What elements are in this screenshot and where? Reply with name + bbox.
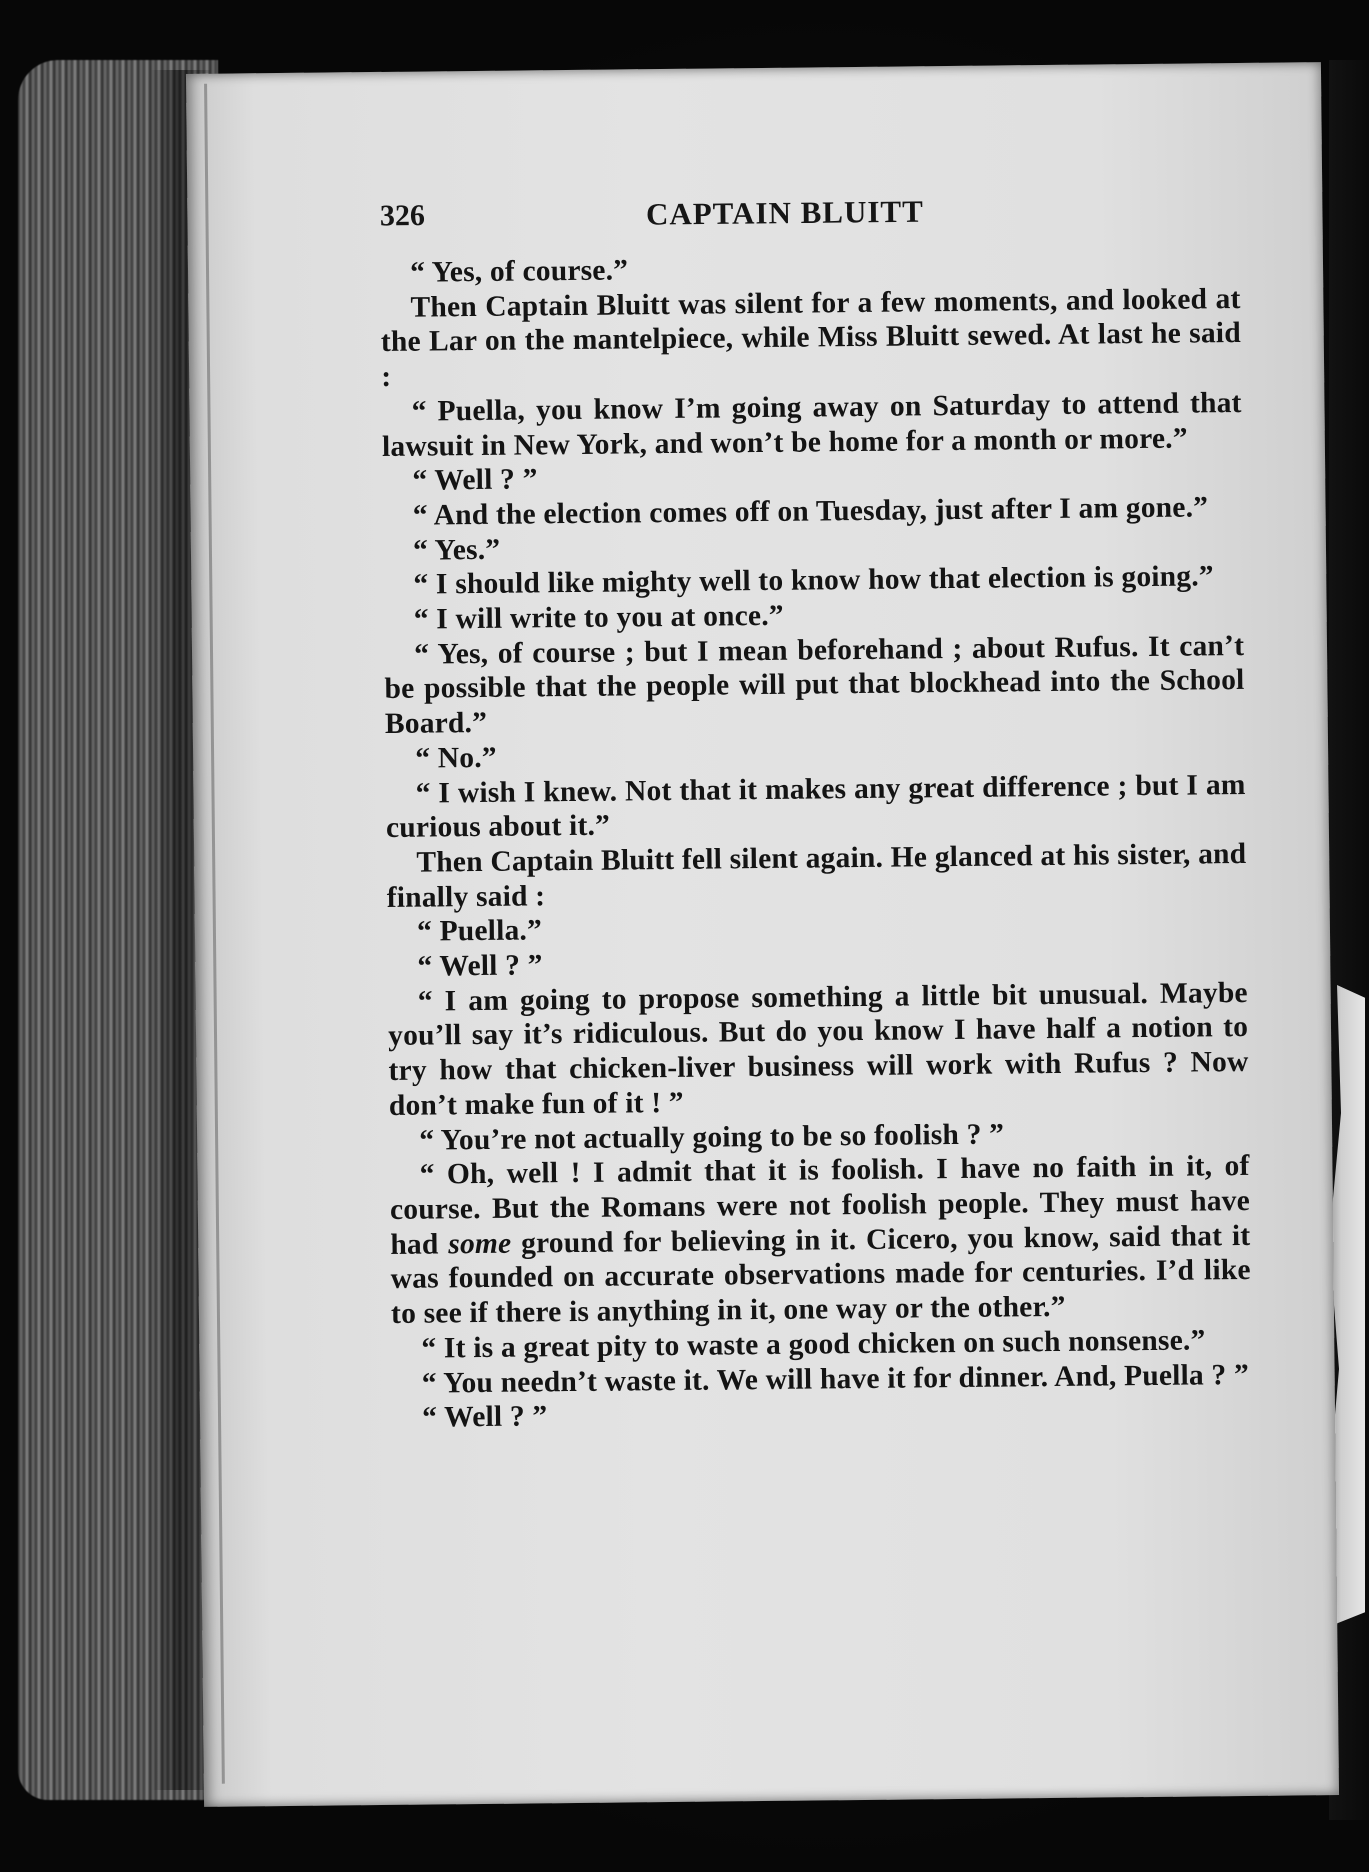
running-head [380,193,1030,244]
paragraph: “ Yes, of course.” [410,254,629,289]
page-number: 326 [379,198,426,233]
paragraph: “ I wish I knew. Not that it makes any great difference ; but I am curious about it.” [385,768,1246,845]
paragraph: “ You needn’t waste it. We will have it for dinner. And, Puella ? ” [421,1358,1250,1400]
paragraph: “ Yes, of course ; but I mean beforehand ; about Rufus. It can’t be possible that the people will put that blockhead into the School Board.” [384,629,1245,741]
paragraph-text: “ Oh, well ! I admit that it is foolish. I have no faith in it, of course. But the Romans were not foolish people. They must have had [389,1150,1251,1261]
paragraph-text: ground for believing in it. Cicero, you know, said that it was founded on accurate observations made for centuries. I’d like to see if there is anything in it, one way or the other.” [390,1219,1251,1331]
paragraph: “ Puella.” [416,914,543,949]
paragraph: “ Well ? ” [422,1400,548,1434]
paragraph: “ Puella, you know I’m going away on Saturday to attend that lawsuit in New York, and won’t be home for a month or more.” [381,386,1242,463]
paragraph: “ I should like mighty well to know how that election is going.” [413,560,1214,601]
paragraph [389,1149,1251,1332]
paragraph: “ No.” [415,741,497,775]
page-heading: CAPTAIN BLUITT [645,193,924,232]
paragraph: “ It is a great pity to waste a good chicken on such nonsense.” [421,1324,1206,1365]
paragraph: Then Captain Bluitt fell silent again. He glanced at his sister, and finally said : [386,837,1247,914]
paragraph: “ I am going to propose something a little bit unusual. Maybe you’ll say it’s ridiculous. But do you know I have half a notion to try how that chicken-liver business will work with Rufus ? Now don’t make fun of it ! ” [388,976,1249,1122]
paragraph: “ Well ? ” [412,463,538,497]
emphasis-text: some [448,1227,512,1261]
paragraph: “ You’re not actually going to be so foolish ? ” [419,1118,1005,1157]
page-margin-rule [204,84,225,1784]
paragraph: “ Yes.” [412,533,501,567]
body-text [380,247,1252,1436]
paragraph: “ Well ? ” [417,949,543,983]
paragraph: Then Captain Bluitt was silent for a few moments, and looked at the Lar on the mantelpiece, while Miss Bluitt sewed. At last he said : [380,282,1242,394]
paragraph: “ And the election comes off on Tuesday, just after I am gone.” [412,491,1209,532]
paragraph: “ I will write to you at once.” [413,599,784,636]
